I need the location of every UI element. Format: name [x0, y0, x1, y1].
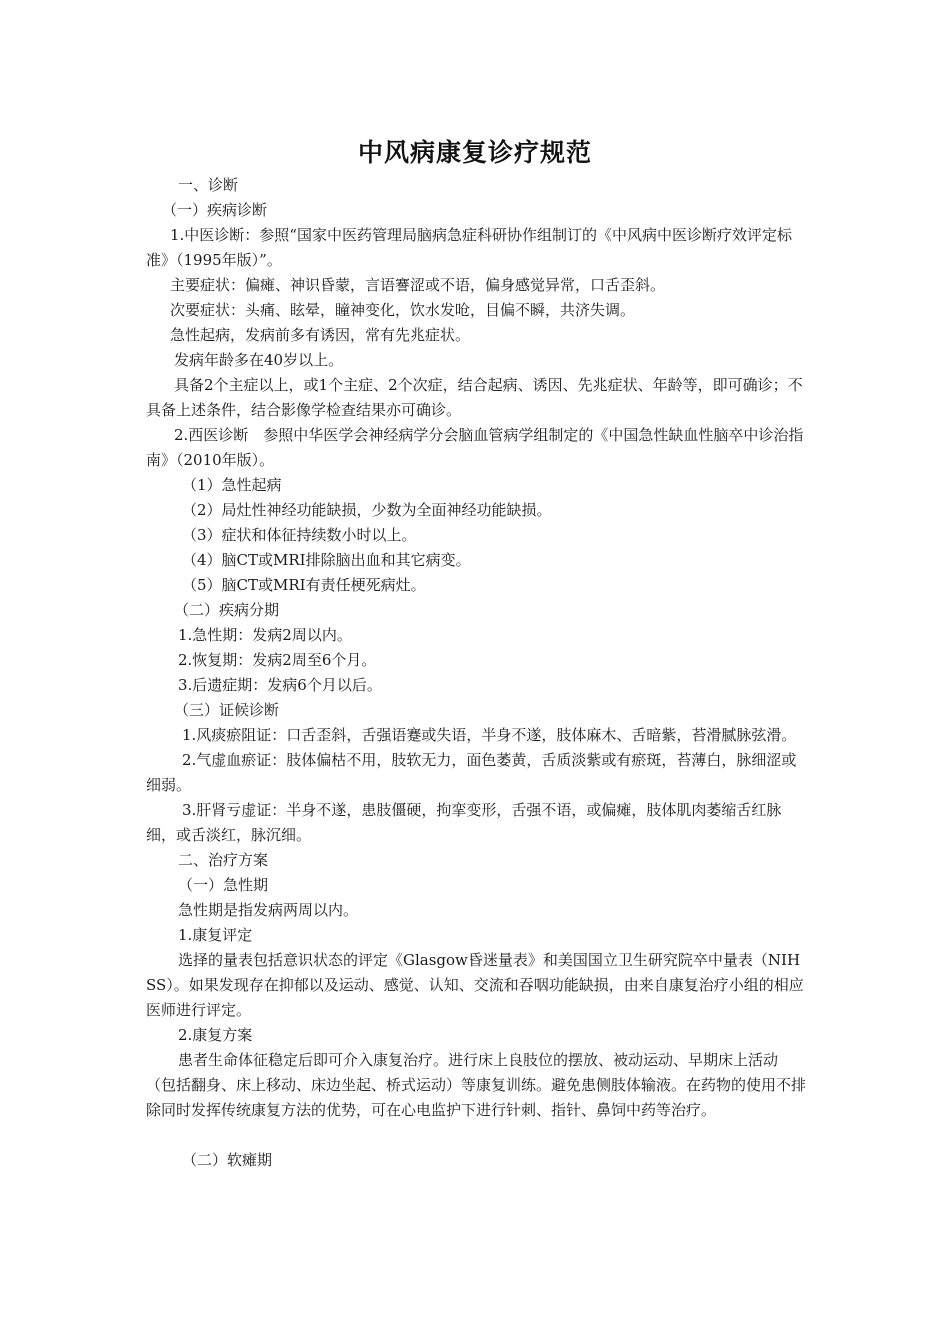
paragraph: （3）症状和体征持续数小时以上。 — [182, 526, 417, 544]
paragraph: 2.康复方案 — [178, 1026, 253, 1044]
paragraph: 急性期是指发病两周以内。 — [178, 901, 359, 919]
paragraph: （二）疾病分期 — [174, 601, 280, 619]
paragraph: （二）软瘫期 — [182, 1151, 273, 1169]
paragraph: （4）脑CT或MRI排除脑出血和其它病变。 — [182, 551, 471, 569]
paragraph: 具备2个主症以上，或1个主症、2个次症，结合起病、诱因、先兆症状、年龄等，即可确诊；不具备上述条件，结合影像学检查结果亦可确诊。 — [146, 376, 803, 419]
paragraph: （一）急性期 — [178, 876, 269, 894]
paragraph: 一、诊断 — [178, 176, 239, 194]
paragraph: 次要症状：头痛、眩晕，瞳神变化，饮水发呛，目偏不瞬，共济失调。 — [170, 301, 636, 319]
paragraph: 发病年龄多在40岁以上。 — [174, 351, 344, 369]
paragraph: 1.中医诊断：参照“国家中医药管理局脑病急症科研协作组制订的《中风病中医诊断疗效评定标准》（1995年版）”。 — [146, 226, 792, 269]
paragraph: 3.肝肾亏虚证：半身不遂，患肢僵硬，拘挛变形，舌强不语，或偏瘫，肢体肌肉萎缩舌红脉细，或舌淡红，脉沉细。 — [146, 801, 782, 844]
paragraph: 急性起病，发病前多有诱因，常有先兆症状。 — [170, 326, 471, 344]
paragraph: 1.康复评定 — [178, 926, 253, 944]
paragraph: （5）脑CT或MRI有责任梗死病灶。 — [182, 576, 426, 594]
paragraph — [146, 1123, 806, 1148]
document-body — [146, 173, 806, 1173]
paragraph: （三）证候诊断 — [174, 701, 280, 719]
paragraph: 1.急性期：发病2周以内。 — [178, 626, 352, 644]
paragraph: （一）疾病诊断 — [162, 201, 268, 219]
paragraph: 二、治疗方案 — [178, 851, 269, 869]
paragraph: 患者生命体征稳定后即可介入康复治疗。进行床上良肢位的摆放、被动运动、早期床上活动（包括翻身、床上移动、床边坐起、桥式运动）等康复训练。避免患侧肢体输液。在药物的使用不排除同时发挥传统康复方法的优势，可在心电监护下进行针刺、指针、鼻饲中药等治疗。 — [146, 1051, 807, 1119]
paragraph: 2.气虚血瘀证：肢体偏枯不用，肢软无力，面色萎黄，舌质淡紫或有瘀斑，苔薄白，脉细涩或细弱。 — [146, 751, 797, 794]
paragraph: 2.恢复期：发病2周至6个月。 — [178, 651, 377, 669]
document-title: 中风病康复诊疗规范 — [357, 138, 592, 167]
paragraph: 2.西医诊断 参照中华医学会神经病学分会脑血管病学组制定的《中国急性缺血性脑卒中诊治指南》（2010年版）。 — [146, 426, 804, 469]
paragraph: 主要症状：偏瘫、神识昏蒙，言语謇涩或不语，偏身感觉异常，口舌歪斜。 — [170, 276, 666, 294]
paragraph: （1）急性起病 — [182, 476, 282, 494]
paragraph: （2）局灶性神经功能缺损，少数为全面神经功能缺损。 — [182, 501, 552, 519]
paragraph: 选择的量表包括意识状态的评定《Glasgow昏迷量表》和美国国立卫生研究院卒中量表（NIHSS）。如果发现存在抑郁以及运动、感觉、认知、交流和吞咽功能缺损，由来自康复治疗小组的相应医师进行评定。 — [146, 951, 804, 1019]
paragraph: 3.后遗症期：发病6个月以后。 — [178, 676, 382, 694]
paragraph: 1.风痰瘀阻证：口舌歪斜，舌强语蹇或失语，半身不遂，肢体麻木、舌暗紫，苔滑腻脉弦滑。 — [182, 726, 797, 744]
